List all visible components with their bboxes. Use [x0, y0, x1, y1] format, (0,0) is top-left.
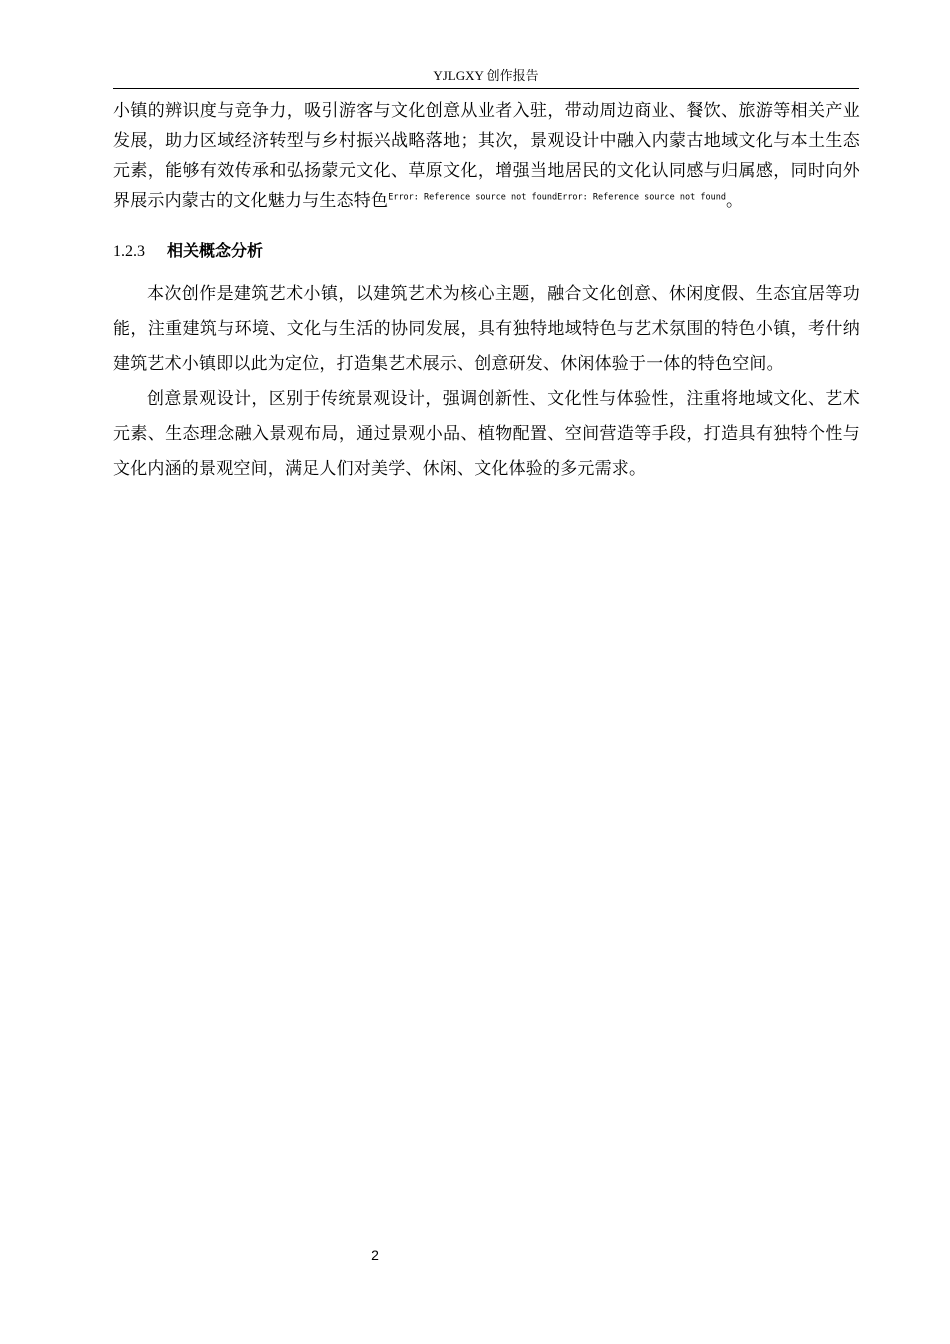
paragraph-end-punct: 。 — [725, 191, 744, 211]
page-header — [113, 66, 859, 89]
continued-paragraph — [113, 96, 860, 216]
section-title: 相关概念分析 — [167, 241, 264, 260]
header-title: YJLGXY 创作报告 — [433, 68, 539, 83]
continued-paragraph-text: 小镇的辨识度与竞争力，吸引游客与文化创意从业者入驻，带动周边商业、餐饮、旅游等相关产业发展，助力区域经济转型与乡村振兴战略落地；其次，景观设计中融入内蒙古地域文化与本土生态元素，能够有效传承和弘扬蒙元文化、草原文化，增强当地居民的文化认同感与归属感，同时向外界展示内蒙古的文化魅力与生态特色 — [113, 101, 860, 211]
section-heading — [113, 236, 860, 267]
section-number: 1.2.3 — [113, 243, 145, 260]
document-body — [113, 96, 860, 487]
continued-paragraph-block — [113, 96, 860, 216]
body-paragraph-2: 创意景观设计，区别于传统景观设计，强调创新性、文化性与体验性，注重将地域文化、艺术元素、生态理念融入景观布局，通过景观小品、植物配置、空间营造等手段，打造具有独特个性与文化内涵的景观空间，满足人们对美学、休闲、文化体验的多元需求。 — [113, 389, 860, 479]
page-number: 2 — [371, 1247, 379, 1263]
body-paragraph-1: 本次创作是建筑艺术小镇，以建筑艺术为核心主题，融合文化创意、休闲度假、生态宜居等功能，注重建筑与环境、文化与生活的协同发展，具有独特地域特色与艺术氛围的特色小镇，考什纳建筑艺术小镇即以此为定位，打造集艺术展示、创意研发、休闲体验于一体的特色空间。 — [113, 284, 860, 374]
reference-error: Error: Reference source not foundError: Reference source not found — [388, 192, 726, 203]
